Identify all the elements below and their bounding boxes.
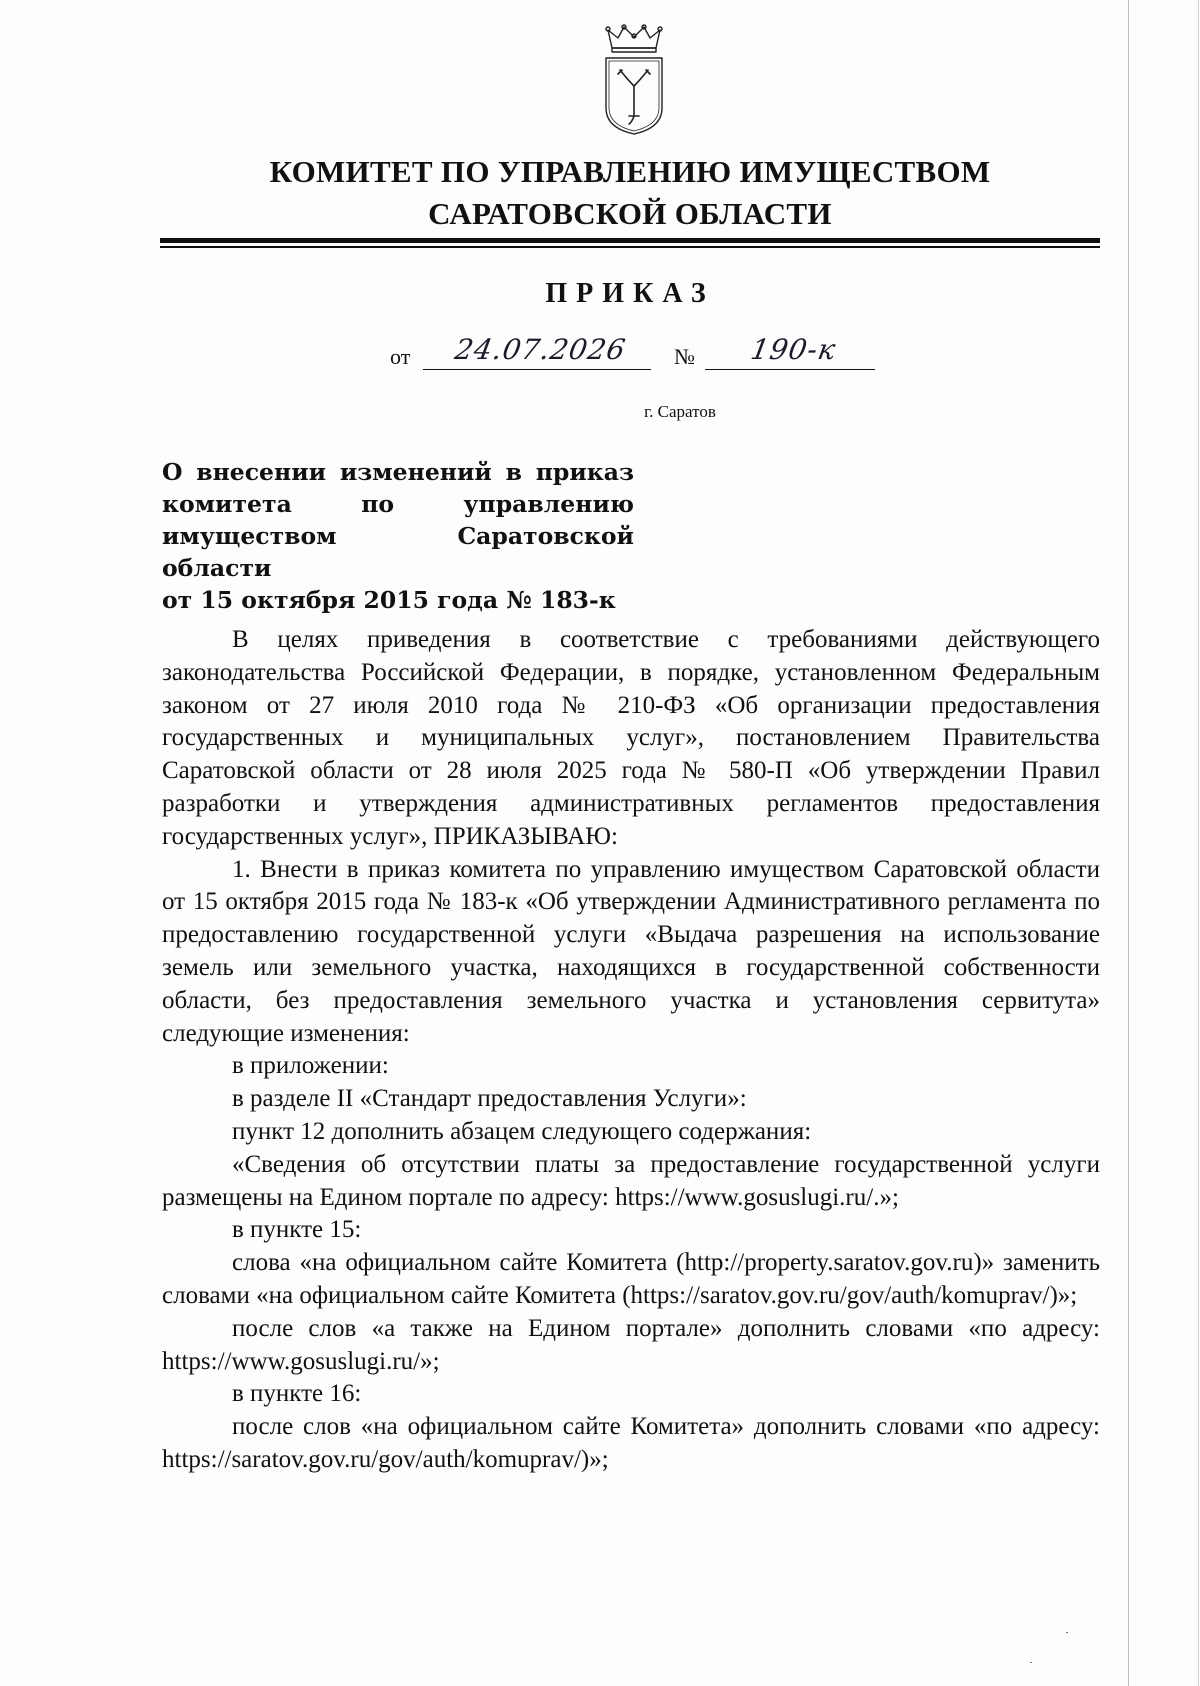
scan-edge-line: [1198, 0, 1199, 1686]
number-label: №: [674, 344, 695, 369]
order-date-number-line: [390, 333, 890, 376]
body-paragraph: пункт 12 дополнить абзацем следующего содержания:: [232, 1117, 812, 1145]
body-paragraph: 1. Внести в приказ комитета по управлению имуществом Саратовской области от 15 октября 2015 года № 183-к «Об утверждении Административного регламента по предоставлению государственной услуги «Выдача разрешения на использование земель или земельного участка, находящихся в государственной собственности области, без предоставления земельного участка и установления сервитута» следующие изменения:: [162, 855, 1100, 1047]
coat-of-arms-icon: [598, 24, 670, 138]
body-paragraph: В целях приведения в соответствие с требованиями действующего законодательства Российской Федерации, в порядке, установленном Федеральным законом от 27 июля 2010 года № 210-ФЗ «Об организации предоставления государственных и муниципальных услуг», постановлением Правительства Саратовской области от 28 июля 2025 года № 580-П «Об утверждении Правил разработки и утверждения административных регламентов предоставления государственных услуг», ПРИКАЗЫВАЮ:: [162, 626, 1100, 850]
order-subject: [162, 456, 634, 616]
order-body: [162, 624, 1100, 1477]
header-rule-thick: [160, 238, 1100, 243]
scan-speck: [1066, 1632, 1068, 1633]
order-number-handwritten: 190-к: [705, 335, 881, 370]
body-paragraph: в пункте 15:: [232, 1216, 362, 1244]
body-paragraph: в приложении:: [232, 1052, 389, 1080]
body-paragraph: в пункте 16:: [232, 1380, 362, 1408]
body-paragraph: «Сведения об отсутствии платы за предоставление государственной услуги размещены на Едином портале по адресу: https://www.gosuslugi.ru/.»;: [162, 1150, 1100, 1211]
subject-line: О внесении изменений в приказ: [162, 458, 634, 486]
document-type: ПРИКАЗ: [545, 278, 715, 309]
order-date-handwritten: 24.07.2026: [423, 335, 657, 370]
body-paragraph: после слов «а также на Едином портале» дополнить словами «по адресу: https://www.gosuslugi.ru/»;: [162, 1314, 1100, 1375]
header-rule-thin: [160, 246, 1100, 248]
org-title-line-2: САРАТОВСКОЙ ОБЛАСТИ: [428, 196, 832, 231]
scan-speck: [1030, 1662, 1032, 1663]
body-paragraph: в разделе II «Стандарт предоставления Услуги»:: [232, 1085, 747, 1113]
body-paragraph: слова «на официальном сайте Комитета (http://property.saratov.gov.ru)» заменить словами «на официальном сайте Комитета (https://saratov.gov.ru/gov/auth/komuprav/)»;: [162, 1249, 1100, 1309]
city-label: г. Саратов: [644, 402, 716, 421]
org-title-line-1: КОМИТЕТ ПО УПРАВЛЕНИЮ ИМУЩЕСТВОМ: [269, 154, 991, 189]
scan-edge-line: [1128, 0, 1129, 1686]
subject-line: комитета по управлению: [162, 490, 634, 518]
subject-line: имуществом Саратовской области: [162, 522, 634, 582]
date-label: от: [390, 344, 411, 369]
body-paragraph: после слов «на официальном сайте Комитета» дополнить словами «по адресу: https://saratov.gov.ru/gov/auth/komuprav/)»;: [162, 1413, 1100, 1473]
subject-line: от 15 октября 2015 года № 183-к: [162, 586, 616, 614]
